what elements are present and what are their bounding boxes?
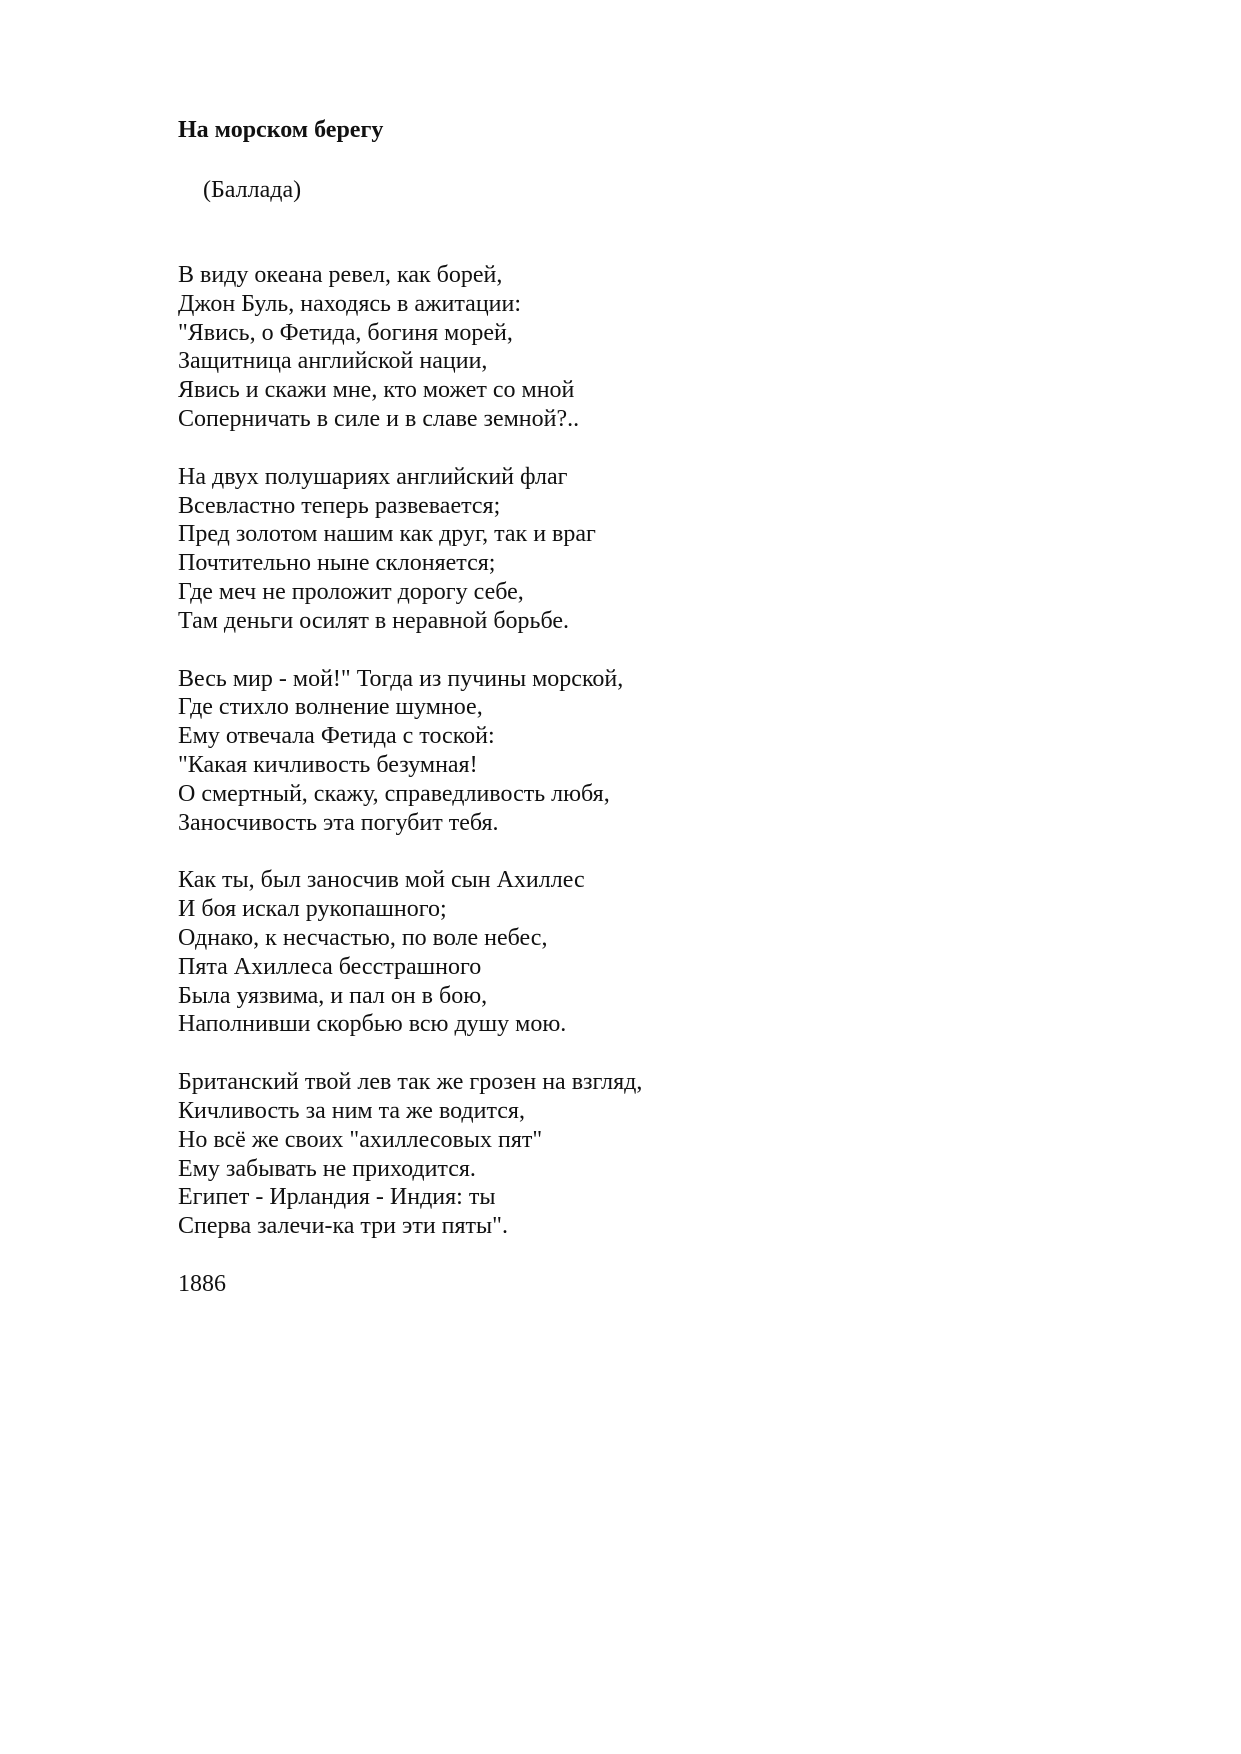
poem-line: Британский твой лев так же грозен на взгляд, <box>178 1069 643 1096</box>
poem-title: На морском берегу <box>178 117 384 143</box>
poem-line: Сперва залечи-ка три эти пяты". <box>178 1213 508 1240</box>
poem-line: Там деньги осилят в неравной борьбе. <box>178 607 570 634</box>
poem-line: Всевластно теперь развевается; <box>178 492 501 519</box>
stanza <box>178 1068 642 1241</box>
poem-line: Джон Буль, находясь в ажитации: <box>178 290 522 317</box>
poem-body <box>178 261 642 1298</box>
poem-line: Пята Ахиллеса бесстрашного <box>178 953 482 980</box>
stanza <box>178 866 642 1039</box>
poem-line: Была уязвима, и пал он в бою, <box>178 982 488 1009</box>
poem-year: 1886 <box>178 1270 226 1297</box>
poem-line: Весь мир - мой!" Тогда из пучины морской, <box>178 665 624 692</box>
stanza <box>178 261 642 434</box>
poem-line: На двух полушариях английский флаг <box>178 463 568 490</box>
poem-line: Ему отвечала Фетида с тоской: <box>178 723 495 750</box>
stanza <box>178 463 642 636</box>
poem-line: Защитница английской нации, <box>178 348 488 375</box>
poem-line: Явись и скажи мне, кто может со мной <box>178 377 575 404</box>
poem-line: О смертный, скажу, справедливость любя, <box>178 780 610 807</box>
poem-line: "Какая кичливость безумная! <box>178 751 478 778</box>
poem-line: Где стихло волнение шумное, <box>178 694 483 721</box>
poem-line: Наполнивши скорбью всю душу мою. <box>178 1011 567 1038</box>
poem-line: Почтительно ныне склоняется; <box>178 550 496 577</box>
poem-line: "Явись, о Фетида, богиня морей, <box>178 319 513 346</box>
poem-subtitle: (Баллада) <box>203 177 302 203</box>
stanza <box>178 665 642 838</box>
poem-line: Как ты, был заносчив мой сын Ахиллес <box>178 867 585 894</box>
poem-line: Но всё же своих "ахиллесовых пят" <box>178 1126 543 1153</box>
poem-line: И боя искал рукопашного; <box>178 896 447 923</box>
poem-line: Однако, к несчастью, по воле небес, <box>178 924 548 951</box>
poem-line: Кичливость за ним та же водится, <box>178 1097 525 1124</box>
poem-line: Египет - Ирландия - Индия: ты <box>178 1184 496 1211</box>
poem-line: Соперничать в силе и в славе земной?.. <box>178 405 580 432</box>
poem-line: Где меч не проложит дорогу себе, <box>178 578 524 605</box>
poem-line: В виду океана ревел, как борей, <box>178 262 503 288</box>
poem-line: Пред золотом нашим как друг, так и враг <box>178 521 596 548</box>
poem-line: Заносчивость эта погубит тебя. <box>178 809 499 836</box>
poem-line: Ему забывать не приходится. <box>178 1155 476 1182</box>
